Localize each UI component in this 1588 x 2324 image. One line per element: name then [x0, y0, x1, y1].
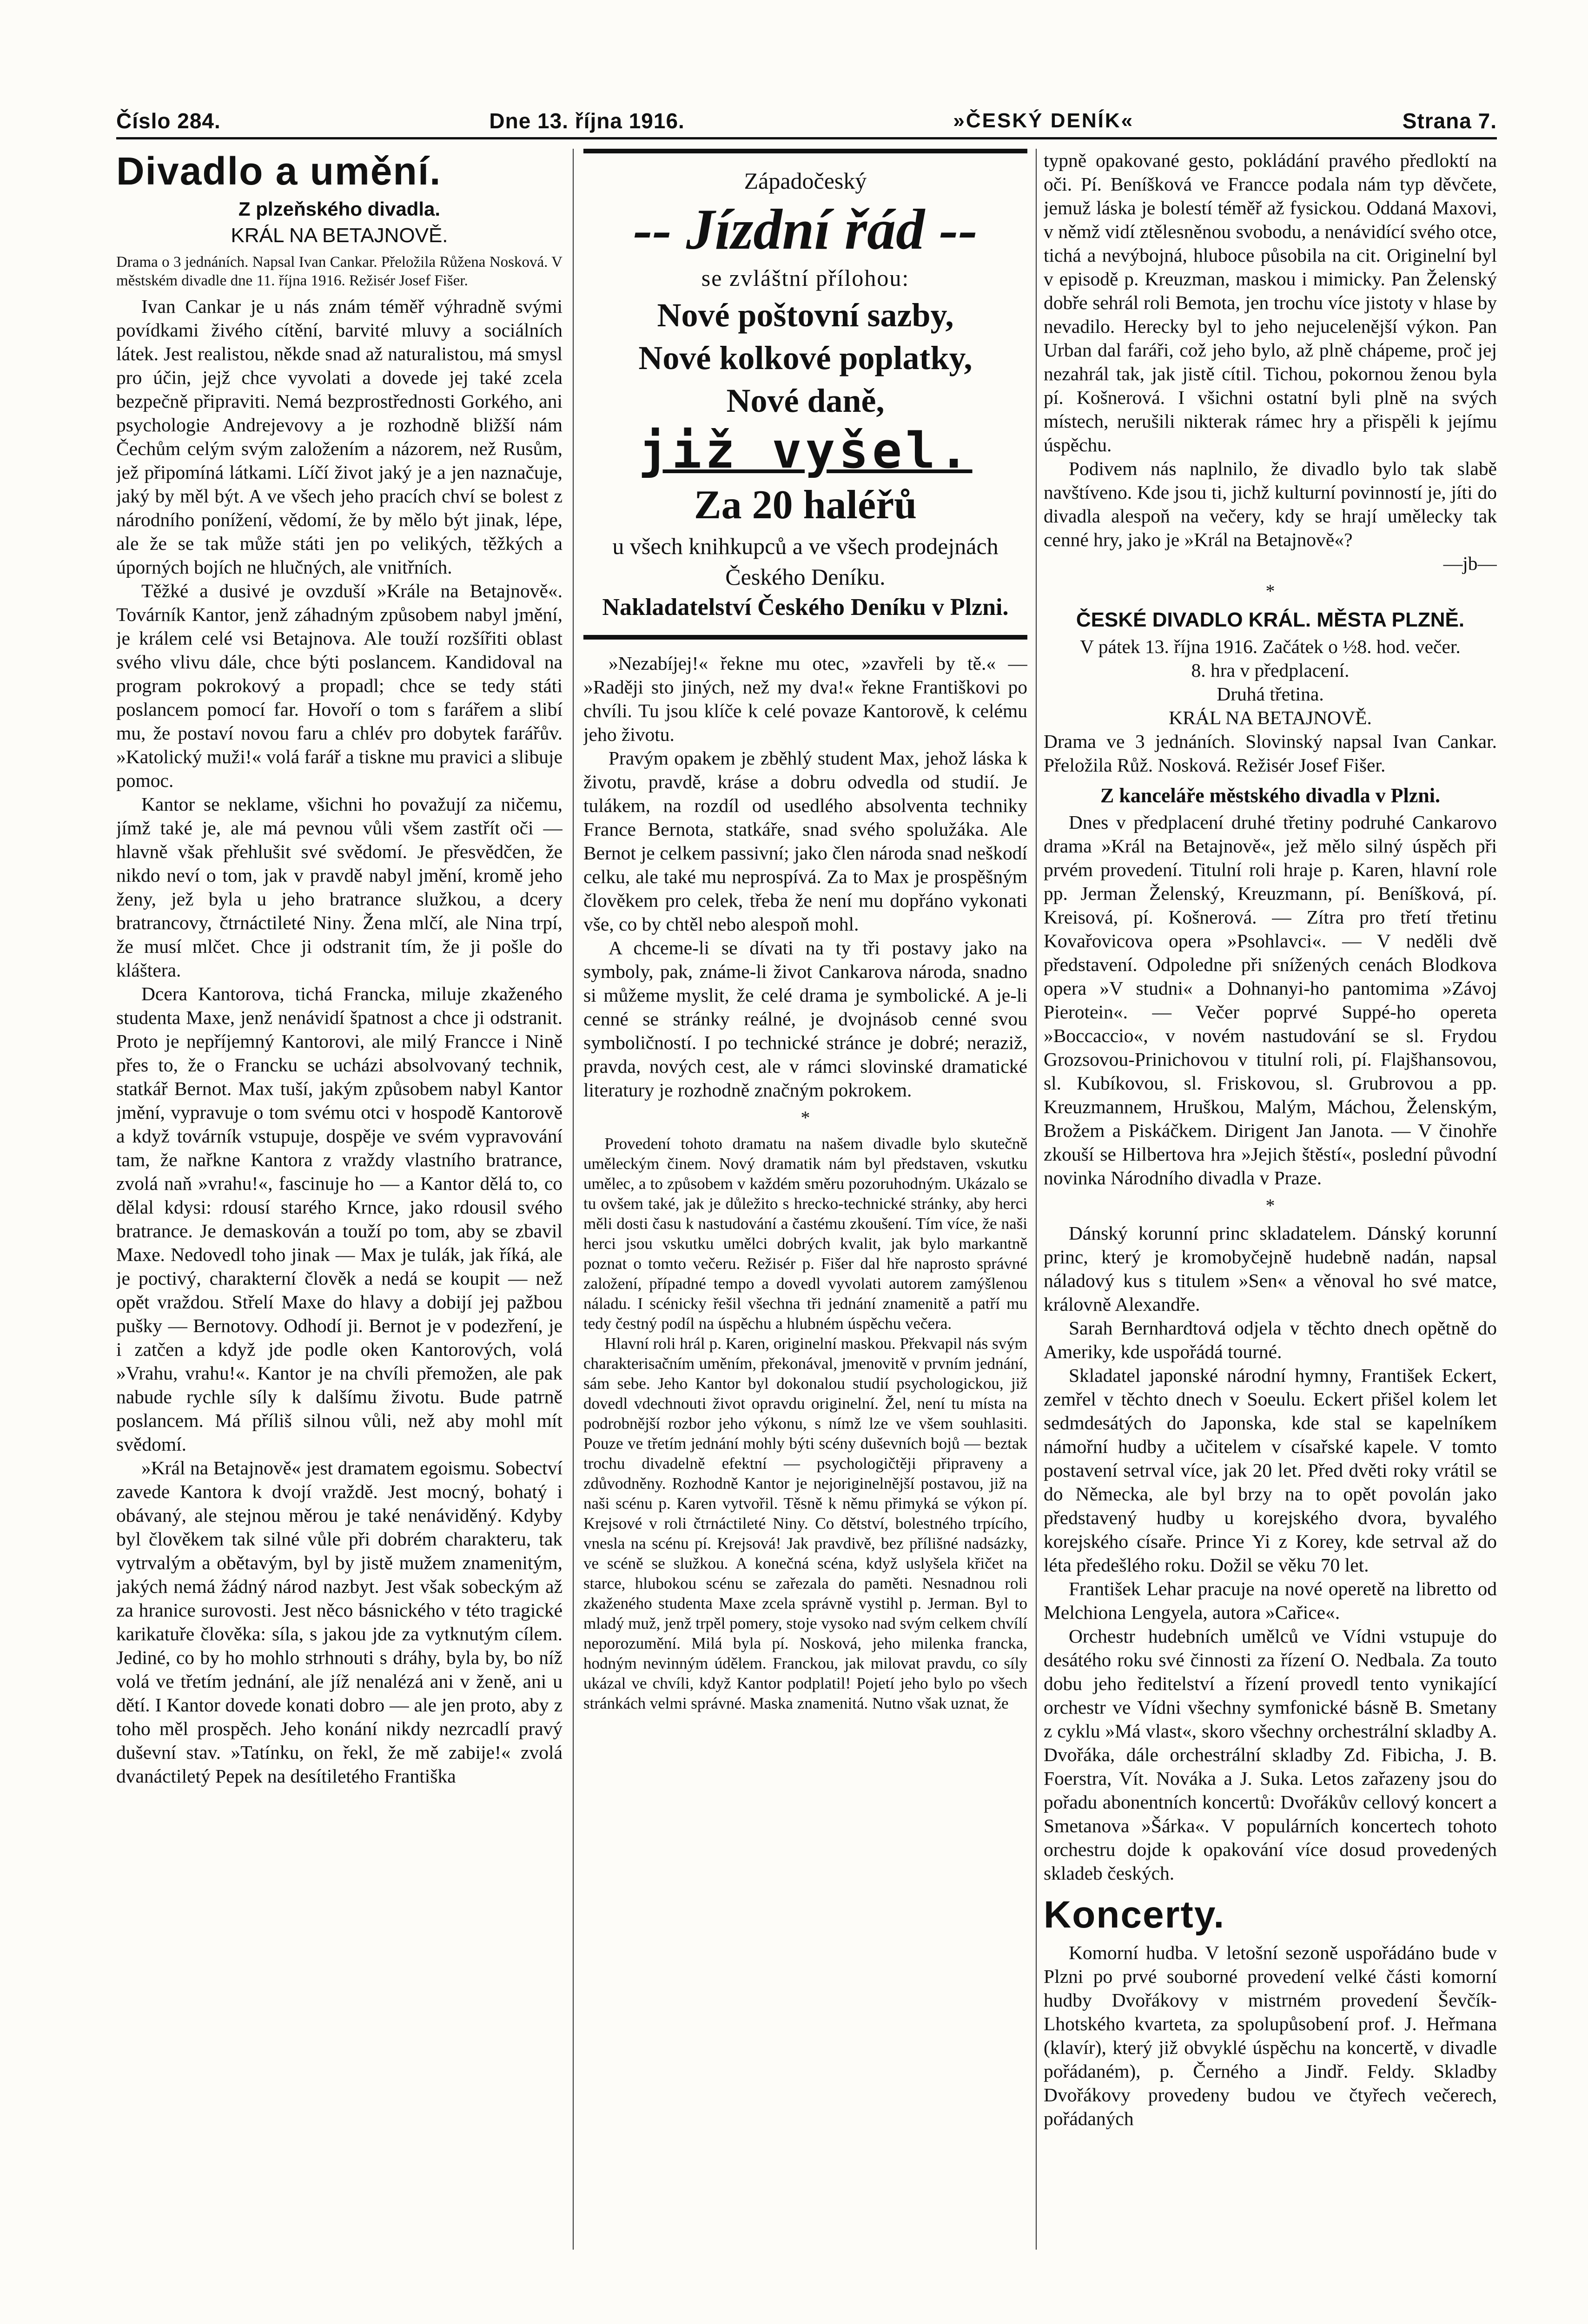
- theatre-heading: ČESKÉ DIVADLO KRÁL. MĚSTA PLZNĚ.: [1076, 608, 1465, 631]
- theatre-line: Druhá třetina.: [1217, 683, 1324, 705]
- ad-publisher: Nakladatelství Českého Deníku v Plzni.: [602, 594, 1009, 621]
- ad-line: u všech knihkupců a ve všech prodejnách Českého Deníku.: [612, 533, 999, 590]
- news-item: Dánský korunní princ skladatelem. Dánský korunní princ, který je kromobyčejně hudebně nadán, napsal náladový kus s titulem »Sen« a věnoval ho své matce, královně Alexandře.: [1044, 1222, 1497, 1315]
- article-paragraph: »Král na Betajnově« jest dramatem egoismu. Sobectví zavede Kantora k dvojí vraždě. Jest mocný, bohatý i obávaný, ale stejnou měrou je také nenáviděný. Kdyby byl člověkem tak silné vůle při dobrém charakteru, tak vytrvalým a obětavým, byl by jistě mužem znamenitým, jakých nemá žádný národ nazbyt. Jest však sobeckým až za hranice surovosti. Jest něco básnického v této tragické karikatuře člověka: síla, s jakou jde za vytknutým cílem. Jediné, co by ho mohlo strhnouti s dráhy, byla by, bo níž volá ve třetím jednání, ale jíž nenalézá ani v ženě, ani u dětí. I Kantor dovede konati dobro — ale jen proto, aby z toho měl prospěch. Jeho konání nikdy nezrcadlí pravý duševní stav. »Tatínku, on řekl, že mě zabije!« zvolá dvanáctiletý Pepek na desítiletého Františka: [116, 1457, 562, 1787]
- article-paragraph: Provedení tohoto dramatu na našem divadle bylo skutečně uměleckým činem. Nový dramatik nám byl představen, vskutku umělec, a to způsobem v každém směru pozoruhodným. Ukázalo se tu ovšem také, jak je důležito s hrecko-technické stránky, aby herci měli dosti času k nastudování a častému zkoušení. Tím více, že naši herci jsou vskutku umělci dobrých kvalit, jak bylo markantně poznat o tomto večeru. Režisér p. Fišer dal hře naprosto správné založení, případné tempo a dovedl vyvolati autorem zamýšlenou náladu. I scénicky řešil všechna tři jednání znamenitě a patří mu tedy čestný podíl na úspěchu a hlubném úspěchu večera.: [583, 1135, 1027, 1333]
- article-paragraph: Dcera Kantorova, tichá Francka, miluje zkaženého studenta Maxe, jenž nenávidí špatnost a chce ji odstranit. Proto je nepříjemný Kantorovi, ale milý Francce i Nině přes to, že o Francku se ucházi absolvovaný technik, statkář Bernot. Max tuší, jakým způsobem nabyl Kantor jmění, vypravuje o tom svému otci v hospodě Kantorově a když továrník vstupuje, dospěje ve svém vypravování tam, že nařkne Kantora z vraždy vlastního bratrance, zvolá naň »vrahu!«, fascinuje ho — a Kantor dělá to, co dělal kdysi: rdousí starého Krnce, jako rdousil svého bratrance. Je demaskován a touží po tom, aby se zbavil Maxe. Nedovedl toho jinak — Max je tulák, jak říká, ale je poctivý, charakterní člověk a nedá se koupit — než opět vraždou. Střelí Maxe do hlavy a dobijí jej pažbou pušky — Bernotovy. Odhodí ji. Bernot je v podezření, je i zatčen a když jde podle oken Kantorových, volá »Vrahu, vrahu!«. Kantor je na chvíli přemožen, ale pak nabude rychle síly k dalšímu životu. Bude patrně poslancem. Má příliš silnou vůli, než aby mohl mít svědomí.: [116, 983, 562, 1455]
- article-paragraph: Komorní hudba. V letošní sezoně uspořádáno bude v Plzni po prvé souborné provedení velké části komorní hudby Dvořákovy v mistrném provedení Ševčík-Lhotského kvarteta, za spolupůsobení prof. J. Heřmana (klavír), který již obvyklé úspěchu na koncertě, v divadle pořádaném), p. Černého a Jindř. Feldy. Skladby Dvořákovy provedeny budou ve čtyřech večerech, pořádaných: [1044, 1942, 1497, 2129]
- article-paragraph: typně opakované gesto, pokládání pravého předloktí na oči. Pí. Beníšková ve Francce podala nám typ děvčete, jemuž láska je bolestí téměř až fysickou. Oddaná Maxovi, v němž vidí ztělesněnou svobodu, a nenávidící svého otce, tichá a nevýbojná, hluboce působila na cit. Originelní byl v episodě p. Kreuzman, maskou i mimicky. Pan Želenský dobře sehrál roli Bemota, jen trochu více jistoty v hlase by nevadilo. Herecky byl to jeho nejucelenější výkon. Pan Urban dal faráři, což jeho bylo, až plně chápeme, proč jej nezahrál tak, jak jistě cítil. Tichou, pokornou ženou byla pí. Košnerová. I všichni ostatní byli plně na svých místech, nerušili nikterak rámec hry a přispěli k jejímu úspěchu.: [1044, 150, 1497, 456]
- separator-star: *: [801, 1107, 810, 1128]
- play-title: KRÁL NA BETAJNOVĚ.: [231, 224, 448, 247]
- advertisement-timetable: [583, 149, 1027, 640]
- article-paragraph: Podivem nás naplnilo, že divadlo bylo tak slabě navštíveno. Kde jsou ti, jichž kulturní povinností je, jíti do divadla alespoň na večery, kdy se hrají umělecky tak cenné hry, jako je »Král na Betajnově«?: [1044, 458, 1497, 550]
- ad-line: Západočeský: [744, 168, 867, 194]
- article-paragraph: Kantor se neklame, všichni ho považují za ničemu, jímž také je, ale má pevnou vůli všem zastřít oči — hlavně však přehlušit své svědomí. Je přesvědčen, že nikdo neví o tom, jak v pravdě nabyl jmění, kromě jeho ženy, jež byla u jeho bratrance služkou, a dcery bratrancovy, čtrnáctileté Niny. Žena mlčí, ale Nina trpí, že musí mlčet. Chce ji odstranit tím, že ji pošle do kláštera.: [116, 793, 562, 981]
- office-heading: Z kanceláře městského divadla v Plzni.: [1100, 784, 1440, 807]
- ad-line: Nové kolkové poplatky,: [638, 339, 973, 376]
- theatre-line: 8. hra v předplacení.: [1191, 660, 1350, 681]
- article-paragraph: Dnes v předplacení druhé třetiny podruhé Cankarovo drama »Král na Betajnově«, jež mělo silný úspěch při prvém provedení. Titulní roli hraje p. Karen, hlavní role pp. Jerman Želenský, Kreuzmann, pí. Beníšková, pí. Kreisová, pí. Košnerová. — Zítra pro třetí třetinu Kovařovicova opera »Psohlavci«. — V neděli dvě představení. Odpoledne při snížených cenách Blodkova opera »V studni« a Dohnanyi-ho pantomima »Závoj Pierotein«. — Večer poprvé Suppé-ho opereta »Boccaccio«, v novém nastudování se sl. Frydou Grozsovou-Prinichovou v titulní roli, pí. Flajšhansovou, sl. Kubíkovou, sl. Friskovou, sl. Grubrovou a pp. Kreuzmannem, Hruškou, Malým, Máchou, Želenským, Brožem a Piskáčkem. Dirigent Jan Janota. — V činohře zkouší se Hilbertova hra »Jejich štěstí«, poslední původní novinka Národního divadla v Praze.: [1044, 812, 1497, 1188]
- author-signature: —jb—: [1443, 553, 1497, 574]
- subheading: Z plzeňského divadla.: [238, 198, 441, 220]
- ad-line: Nové poštovní sazby,: [657, 297, 954, 334]
- issue-date: Dne 13. října 1916.: [489, 109, 685, 133]
- theatre-line: KRÁL NA BETAJNOVĚ.: [1169, 707, 1372, 728]
- article-paragraph: »Nezabíjej!« řekne mu otec, »zavřeli by tě.« — »Raději sto jiných, než my dva!« řekne Františkovi po chvíli. Tu jsou klíče k celé povaze Kantorově, k celému jeho životu.: [583, 653, 1027, 745]
- news-item: Orchestr hudebních umělců ve Vídni vstupuje do desátého roku své činnosti za řízení O. Nedbala. Za touto dobu jeho ředitelství a řízení provedl tento vynikající orchestr ve Vídni všechny symfonické básně B. Smetany z cyklu »Má vlast«, skoro všechny orchestrální skladby A. Dvořáka, dále orchestrální skladby Zd. Fibicha, J. B. Foerstra, Vít. Nováka a J. Suka. Letos zařazeny jsou do pořadu abonentních koncertů: Dvořákův cellový koncert a Smetanova »Šárka«. V populárních koncertech tohoto orchestru dojde k opakování více dosud provedených skladeb českých.: [1044, 1625, 1497, 1884]
- separator-star: *: [1265, 1195, 1275, 1216]
- column-divider-1: [573, 149, 574, 2250]
- article-paragraph: Těžké a dusivé je ovzduší »Krále na Betajnově«. Továrník Kantor, jenž záhadným způsobem nabyl jmění, je králem celé vsi Betajnova. Ale touží rozšířiti oblast svého vlivu dále, chce býti poslancem. Kandidoval na program pokrokový a propadl; chce se tedy státi poslancem pomocí far. Hovoří o tom s farářem a slibí mu, že postaví novou faru a chlév pro dobytek farářův. »Katolický muži!« volá farář a tiskne mu pravici a slibuje pomoc.: [116, 580, 562, 791]
- column-divider-2: [1036, 149, 1037, 2250]
- news-item: Skladatel japonské národní hymny, František Eckert, zemřel v těchto dnech v Soeulu. Eckert přišel kolem let sedmdesátých do Japonska, kde stal se kapelníkem námořní hudby a učitelem v císařské kapele. V tomto postavení setrval více, jak 20 let. Před dvěti roky vrátil se do Německa, ale byl brzy na to opět povolán jako představený hudby u korejského dvora, byvalého korejského císaře. Prince Yi z Korey, kde setrval až do léta předešlého roku. Dožil se věku 70 let.: [1044, 1365, 1497, 1576]
- issue-number: Číslo 284.: [116, 109, 221, 133]
- section-title: Divadlo a umění.: [116, 149, 442, 193]
- article-paragraph: Hlavní roli hrál p. Karen, originelní maskou. Překvapil nás svým charakterisačním uměním, překonával, jmenovitě v prvním jednání, sám sebe. Jeho Kantor byl dokonalou studií psychologickou, již dovedl vdechnouti život opravdu originelní. Žel, není tu místa na podrobnější rozbor jeho výkonu, s nímž lze ve všem souhlasiti. Pouze ve třetím jednání mohly býti scény duševních bojů — beztak trochu divadelně efektní — psychologičtěji připraveny a zdůvodněny. Rozhodně Kantor je nejoriginelnější postavou, již na naši scénu p. Karen vytvořil. Těsně k němu přimyká se výkon pí. Krejsové v roli čtrnáctileté Niny. Co dětství, bolestného trpícího, vnesla na scénu pí. Krejsová! Jak pravdivě, bez přílišné nadsázky, ve scéně se služkou. A konečná scéna, když uslyšela křičet na starce, hlubokou scénu se zařezala do paměti. Nesnadnou roli zkaženého studenta Maxe zcela správně vystihl p. Jerman. Byl to mladý muž, jenž trpěl pomery, stoje vysoko nad svým celkem chvílí neporozumění. Milá byla pí. Nosková, jeho milenka francka, hodným nevinným údělem. Franckou, jak milovat pravdu, co síly ukázal ve chvíli, když Kantor podplatil! Pojetí jeho bylo po všech stránkách velmi správné. Maska znamenitá. Nutno však uznat, že: [583, 1334, 1027, 1712]
- separator-star: *: [1265, 581, 1275, 601]
- theatre-credits: Drama ve 3 jednáních. Slovinský napsal Ivan Cankar. Přeložila Růž. Nosková. Režisér Josef Fišer.: [1044, 731, 1497, 776]
- ad-line: již vyšel.: [638, 422, 973, 479]
- theatre-date: V pátek 13. října 1916. Začátek o ½8. hod. večer.: [1080, 636, 1461, 657]
- ad-line: Nové daně,: [726, 382, 885, 419]
- page-number: Strana 7.: [1402, 109, 1497, 133]
- column-1: [116, 149, 562, 2250]
- masthead: »ČESKÝ DENÍK«: [953, 109, 1134, 132]
- news-item: Sarah Bernhardtová odjela v těchto dnech opětně do Ameriky, kde uspořádá tourné.: [1044, 1317, 1497, 1362]
- column-3: [1044, 149, 1497, 2250]
- column-2: [583, 149, 1027, 2250]
- article-paragraph: Pravým opakem je zběhlý student Max, jehož láska k životu, pravdě, kráse a dobru odvedla od studií. Je tulákem, na rozdíl od usedlého absolventa techniky France Bernota, statkáře, snad svého spolužáka. Ale Bernot je celkem passivní; jako člen národa snad neškodí celku, ale také mu neprospívá. Za to Max je prospěšným člověkem pro celek, třeba že není mu dopřáno vykonati vše, co by chtěl nebo alespoň mohl.: [583, 747, 1027, 935]
- article-paragraph: A chceme-li se dívati na ty tři postavy jako na symboly, pak, známe-li život Cankarova národa, snadno si můžeme myslit, že celé drama je symbolické. A je-li cenné se stránky reálné, je dvojnásob cenné svou symboličností. I po technické stránce je dobré; neraziž, pravda, nových cest, ale v rámci slovinské dramatické literatury je rozhodně značným pokrokem.: [583, 937, 1027, 1101]
- page-header: [116, 105, 1497, 139]
- play-credits: Drama o 3 jednáních. Napsal Ivan Cankar. Přeložila Růžena Nosková. V městském divadle dne 11. října 1916. Režisér Josef Fišer.: [116, 254, 562, 289]
- ad-line: se zvláštní přílohou:: [701, 265, 910, 291]
- ad-headline: -- Jízdní řád --: [633, 198, 978, 261]
- concerts-title: Koncerty.: [1044, 1894, 1225, 1936]
- ad-price: Za 20 haléřů: [694, 482, 917, 528]
- news-item: František Lehar pracuje na nové operetě na libretto od Melchiona Lengyela, autora »Cařice«.: [1044, 1578, 1497, 1623]
- article-paragraph: Ivan Cankar je u nás znám téměř výhradně svými povídkami živého cítění, barvité mluvy a sociálních látek. Jest realistou, někde snad až naturalistou, má smysl pro účin, jejž chce vyvolati a dovede jej také zcela bezpečně připraviti. Nemá bezprostřednosti Gorkého, ani psychologie Andrejevovy a je rozhodně bližší nám Čechům celým svým založením a názorem, než Rusům, jež připomíná látkami. Líčí život jaký je a jen naznačuje, jaký by měl být. A ve všech jeho pracích chví se bolest z národního ponížení, vědomí, že by mělo být jinak, lépe, ale že se tak může státi jen po velikých, těžkých a úporných bojích ne hlučných, ale vnitřních.: [116, 296, 562, 578]
